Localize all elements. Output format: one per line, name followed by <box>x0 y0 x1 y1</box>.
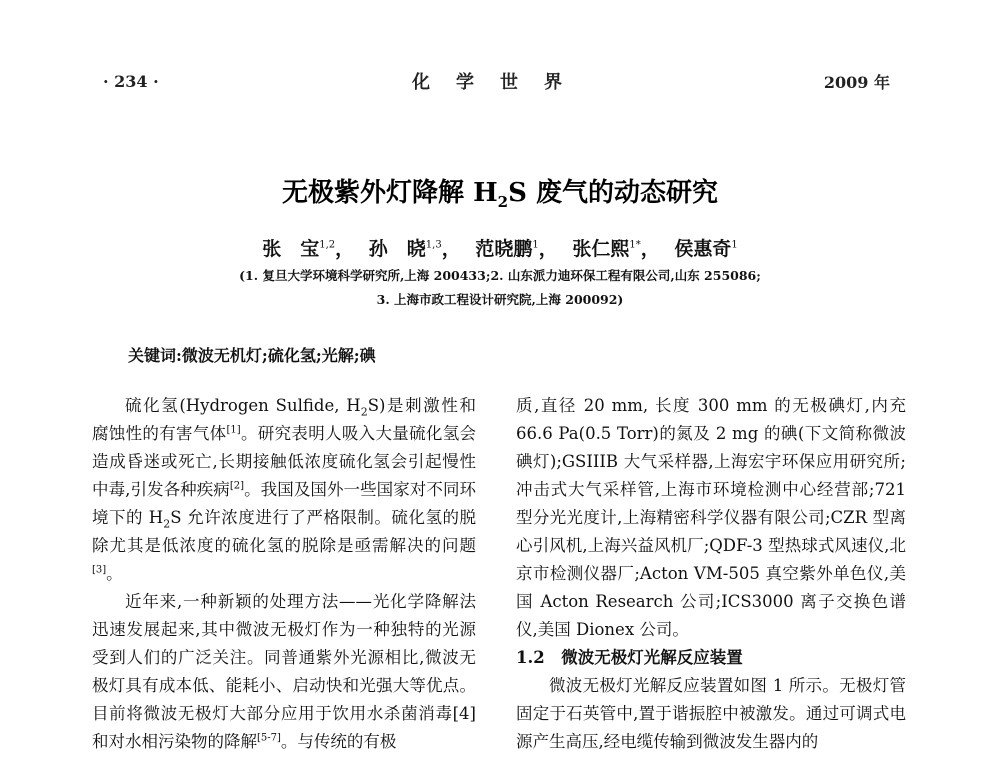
author: 张仁熙$^{1*}$， <box>572 238 660 260</box>
affiliation-line: (1. 复旦大学环境科学研究所,上海 200433;2. 山东派力迪环保工程有限公司,山东 255086; <box>239 268 761 283</box>
author: 侯惠奇$^1$ <box>674 238 738 260</box>
year: 2009 年 <box>823 73 890 92</box>
page-number: · 234 · <box>103 72 159 91</box>
left-column <box>92 392 476 756</box>
right-column <box>516 392 906 756</box>
paragraph: 近年来,一种新颖的处理方法——光化学降解法迅速发展起来,其中微波无极灯作为一种独特的光源受到人们的广泛关注。同普通紫外光源相比,微波无极灯具有成本低、能耗小、启动快和光强大等优点。目前将微波无极灯大部分应用于饮用水杀菌消毒[4]和对水相污染物的降解[5-7]。与传统的有极 <box>92 592 476 751</box>
keywords: 关键词:微波无机灯;硫化氢;光解;碘 <box>128 346 376 365</box>
author: 孙 晓$^{1,3}$， <box>368 238 461 260</box>
paragraph: 质,直径 20 mm, 长度 300 mm 的无极碘灯,内充 66.6 Pa(0.5 Torr)的氮及 2 mg 的碘(下文简称微波碘灯);GSIIIB 大气采样器,上海宏宇环保应用研究所;冲击式大气采样管,上海市环境检测中心经营部;721 型分光光度计,上海精密科学仪器有限公司;CZR 型离心引风机,上海兴益风机厂;QDF-3 型热球式风速仪,北京市检测仪器厂;Acton VM-505 真空紫外单色仪,美国 Acton Research 公司;ICS3000 离子交换色谱仪,美国 Dionex 公司。 <box>516 396 906 639</box>
paragraph: 微波无极灯光解反应装置如图 1 所示。无极灯管固定于石英管中,置于谐振腔中被激发。通过可调式电源产生高压,经电缆传输到微波发生器内的 <box>516 676 906 751</box>
section-heading: 1.2 微波无极灯光解反应装置 <box>516 648 743 667</box>
affiliation-line: 3. 上海市政工程设计研究院,上海 200092) <box>376 292 624 307</box>
author: 张 宝$^{1,2}$， <box>262 238 355 260</box>
author: 范晓鹏$^1$， <box>475 238 558 260</box>
paper-title: 无极紫外灯降解 $H_2S$ 废气的动态研究 <box>282 178 718 212</box>
journal-name: 化学世界 <box>412 72 588 93</box>
paragraph: 硫化氢(Hydrogen Sulfide, $H_2S$)是刺激性和腐蚀性的有害气体[1]。研究表明人吸入大量硫化氢会造成昏迷或死亡,长期接触低浓度硫化氢会引起慢性中毒,引发各种疾病[2]。我国及国外一些国家对不同环境下的 $H_2S$ 允许浓度进行了严格限制。硫化氢的脱除尤其是低浓度的硫化氢的脱除是亟需解决的问题[3]。 <box>92 396 477 583</box>
authors <box>0 234 1000 261</box>
